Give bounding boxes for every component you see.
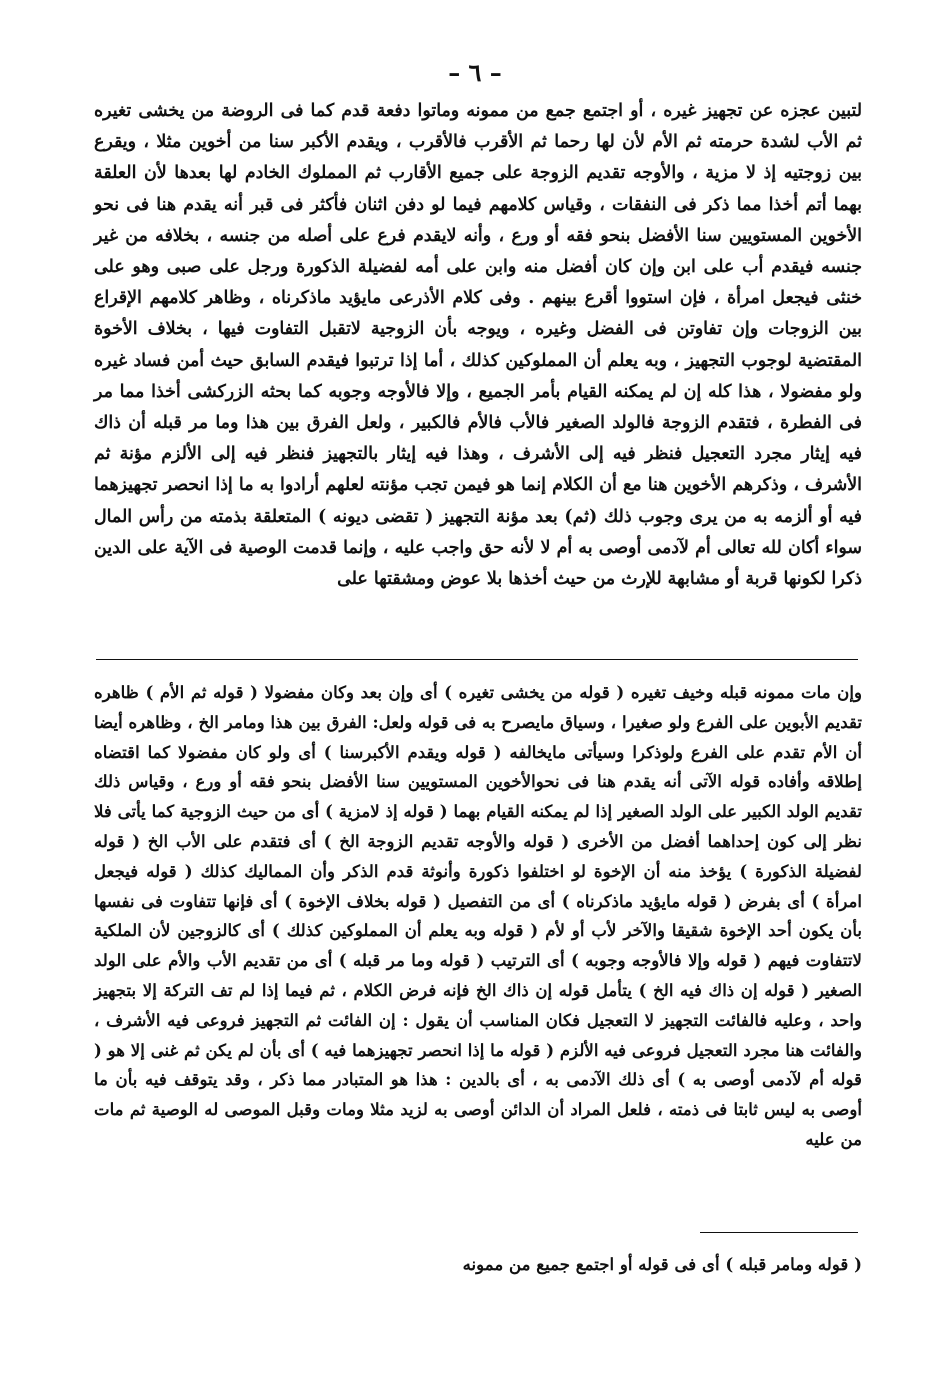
secondary-footnote-divider — [700, 1232, 858, 1233]
footnotes-paragraph: وإن مات ممونه قبله وخيف تغيره ( قوله من يخشى تغيره ) أى وإن بعد وكان مفضولا ( قوله ثم الأم ) ظاهره تقديم الأبوين على الفرع ولو صغيرا ، وسياق مايصرح به فى قوله ولعل: الفرق بين هذا ومامر الخ ، وظاهره أيضا أن الأم تقدم على الفرع ولوذكرا وسيأتى مايخالفه ( قوله ويقدم الأكبرسنا ) أى ولو كان مفضولا كما اقتضاه إطلاقه وأفاده قوله الآتى أنه يقدم هنا فى نحوالأخوين المستويين سنا الأفضل بنحو فقه أو ورع ، وقياس ذلك تقديم الولد الكبير على الولد الصغير إذا لم يمكنه القيام بهما ( قوله إذ لامزية ) أى من حيث الزوجية كما يأتى فلا نظر إلى كون إحداهما أفضل من الأخرى ( قوله والأوجه تقديم الزوجة الخ ) أى فتقدم على الأب الخ ( قوله لفضيلة الذكورة ) يؤخذ منه أن الإخوة لو اختلفوا ذكورة وأنوثة قدم الذكر وأن المماليك كذلك ( قوله فيجعل امرأة ) أى بفرض ( قوله مايؤيد ماذكرناه ) أى من التفصيل ( قوله بخلاف الإخوة ) أى فإنها تتفاوت فى نفسها بأن يكون أحد الإخوة شقيقا والآخر لأب أو لأم ( قوله وبه يعلم أن المملوكين كذلك ) أى كالزوجين لأن الملكية لاتتفاوت فيهم ( قوله وإلا فالأوجه وجوبه ) أى الترتيب ( قوله وما مر قبله ) أى من تقديم الأب والأم على الولد الصغير ( قوله إن ذاك فيه الخ ) يتأمل قوله إن ذاك الخ فإنه فرض الكلام ، ثم فيما إذا لم تف التركة إلا بتجهيز واحد ، وعليه فالفائت التجهيز لا التعجيل فكان المناسب أن يقول : إن الفائت ثم التجهيز فروعى فيه الأشرف ، والفائت هنا مجرد التعجيل فروعى فيه الألزم ( قوله ما إذا انحصر تجهيزهما فيه ) أى بأن لم يكن ثم غنى إلا هو ( قوله أم لآدمى أوصى به ) أى ذلك الآدمى به ، أى بالدين : هذا هو المتبادر مما ذكر ، وقد يتوقف فيه بأن ما أوصى به ليس ثابتا فى ذمته ، فلعل المراد أن الدائن أوصى به لزيد مثلا ومات وقبل الموصى له الوصية ثم مات من عليه — [94, 682, 862, 1149]
main-text-block — [94, 96, 862, 595]
footnotes-block — [94, 678, 862, 1155]
main-paragraph: لتبين عجزه عن تجهيز غيره ، أو اجتمع جمع من ممونه وماتوا دفعة قدم كما فى الروضة من يخشى تغيره ثم الأب لشدة حرمته ثم الأم لأن لها رحما ثم الأقرب فالأقرب ، ويقدم الأكبر سنا من أخوين مثلا ، ويقرع بين زوجتيه إذ لا مزية ، والأوجه تقديم الزوجة على جميع الأقارب ثم المملوك الخادم لها بعدها لأن العلقة بهما أتم أخذا مما ذكر فى النفقات ، وقياس كلامهم فيما لو دفن اثنان فأكثر فى قبر أنه يقدم هنا فى نحو الأخوين المستويين سنا الأفضل بنحو فقه أو ورع ، وأنه لايقدم فرع على أصله من جنسه ، بخلافه من غير جنسه فيقدم أب على ابن وإن كان أفضل منه وابن على أمه لفضيلة الذكورة ورجل على صبى وهو على خنثى فيجعل امرأة ، فإن استووا أقرع بينهم . وفى كلام الأذرعى مايؤيد ماذكرناه ، وظاهر كلامهم الإقراع بين الزوجات وإن تفاوتن فى الفضل وغيره ، ويوجه بأن الزوجية لاتقبل التفاوت فيها ، بخلاف الأخوة المقتضية لوجوب التجهيز ، وبه يعلم أن المملوكين كذلك ، أما إذا ترتبوا فيقدم السابق حيث أمن فساد غيره ولو مفضولا ، هذا كله إن لم يمكنه القيام بأمر الجميع ، وإلا فالأوجه وجوبه كما بحثه الزركشى أخذا مما مر فى الفطرة ، فتقدم الزوجة فالولد الصغير فالأب فالأم فالكبير ، ولعل الفرق بين هذا وما مر قبله أن ذاك فيه إيثار مجرد التعجيل فنظر فيه إلى الأشرف ، وهذا فيه إيثار بالتجهيز فنظر فيه إلى الألزم مؤنة ثم الأشرف ، وذكرهم الأخوين هنا مع أن الكلام إنما هو فيمن تجب مؤنته لعلهم أرادوا به ما إذا انحصر تجهيزهما فيه أو ألزمه به من يرى وجوب ذلك (ثم) بعد مؤنة التجهيز ( تقضى ديونه ) المتعلقة بذمته من رأس المال سواء أكان لله تعالى أم لآدمى أوصى به أم لا لأنه حق واجب عليه ، وإنما قدمت الوصية فى الآية على الدين ذكرا لكونها قربة أو مشابهة للإرث من حيث أخذها بلا عوض ومشقتها على — [94, 101, 862, 590]
secondary-footnote: ( قوله ومامر قبله ) أى فى قوله أو اجتمع جميع من ممونه — [462, 1254, 862, 1274]
footnote-divider — [96, 659, 858, 660]
secondary-footnote-block — [94, 1250, 862, 1280]
page-number: – ٦ – — [448, 58, 502, 87]
